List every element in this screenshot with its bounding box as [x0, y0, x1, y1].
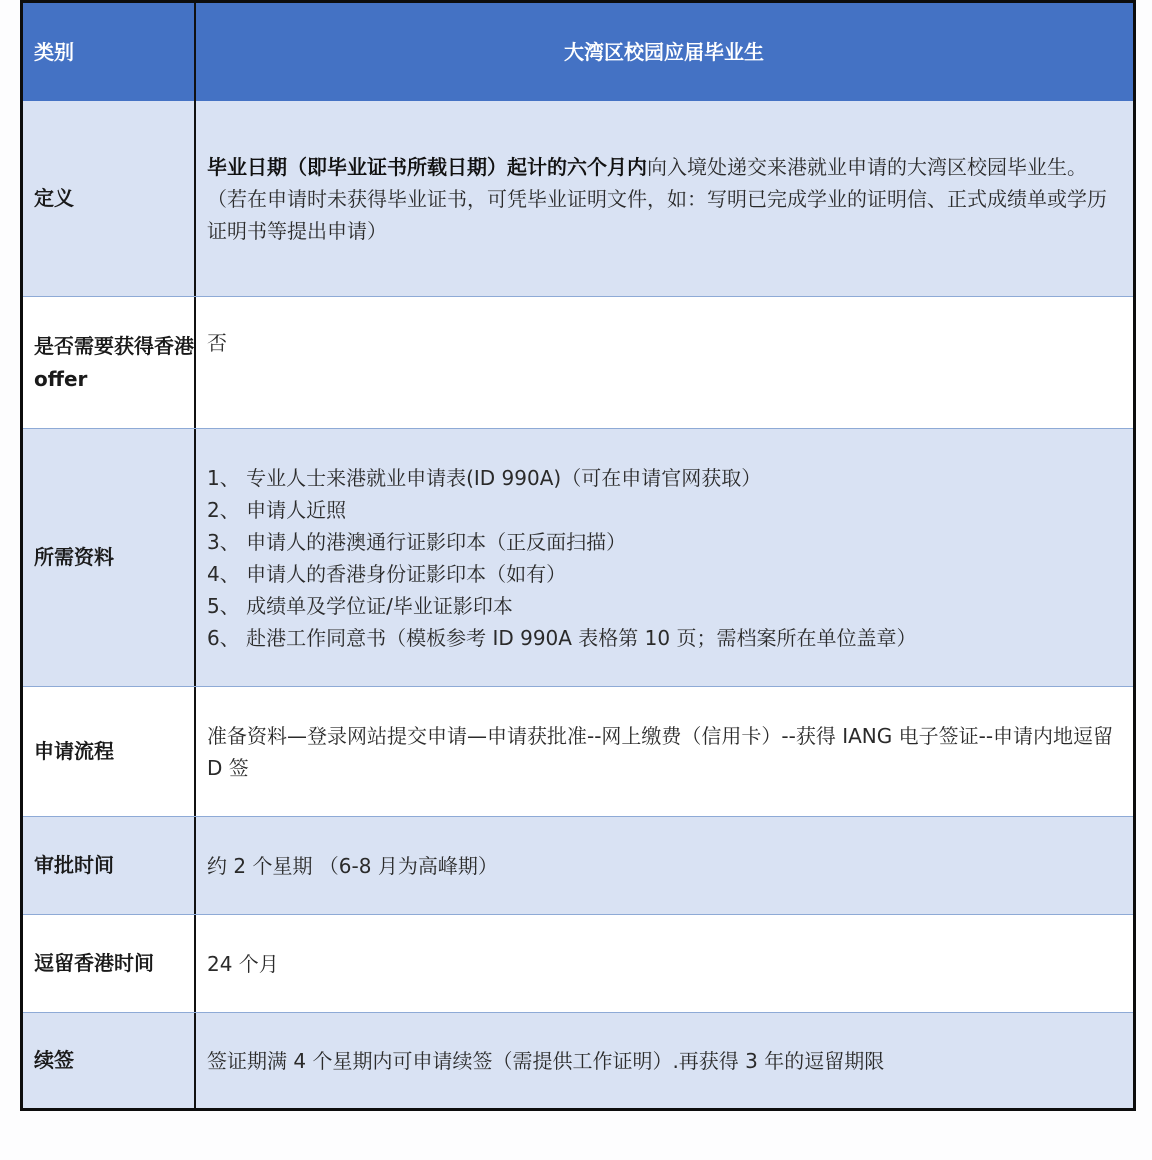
document-item-1: 1、 专业人士来港就业申请表(ID 990A)（可在申请官网获取） — [207, 465, 762, 490]
row-label-definition: 定义 — [23, 101, 196, 296]
row-label-renewal: 续签 — [23, 1013, 196, 1108]
document-item-3: 3、 申请人的港澳通行证影印本（正反面扫描） — [207, 529, 627, 554]
row-value-offer-required — [196, 297, 1133, 428]
table-row-stay-duration — [23, 914, 1133, 1012]
header-category-label: 类别 — [23, 3, 196, 101]
table-header-row — [23, 3, 1133, 101]
row-label-offer-required: 是否需要获得香港 offer — [23, 297, 196, 428]
table-row-definition — [23, 101, 1133, 296]
row-label-stay-duration: 逗留香港时间 — [23, 915, 196, 1012]
table-row-offer-required — [23, 296, 1133, 428]
document-item-6: 6、 赴港工作同意书（模板参考 ID 990A 表格第 10 页；需档案所在单位盖章） — [207, 625, 917, 650]
row-value-approval-time: 约 2 个星期 （6-8 月为高峰期） — [207, 853, 498, 878]
document-item-5: 5、 成绩单及学位证/毕业证影印本 — [207, 593, 513, 618]
definition-text: 向入境处递交来港就业申请的大湾区校园毕业生。 — [647, 154, 1087, 179]
document-item-4: 4、 申请人的香港身份证影印本（如有） — [207, 561, 567, 586]
row-label-approval-time: 审批时间 — [23, 817, 196, 914]
row-value-process: 准备资料—登录网站提交申请—申请获批准--网上缴费（信用卡）--获得 IANG 电子签证--申请内地逗留 D 签 — [207, 723, 1114, 780]
document-item-2: 2、 申请人近照 — [207, 497, 347, 522]
row-value-documents — [196, 429, 1133, 686]
definition-note: （若在申请时未获得毕业证书，可凭毕业证明文件，如：写明已完成学业的证明信、正式成绩单或学历证明书等提出申请） — [207, 186, 1107, 243]
row-label-process: 申请流程 — [23, 687, 196, 816]
definition-bold-text: 毕业日期（即毕业证书所载日期）起计的六个月内 — [207, 154, 647, 179]
row-value-definition — [196, 101, 1133, 296]
table-row-renewal — [23, 1012, 1133, 1108]
row-value-renewal: 签证期满 4 个星期内可申请续签（需提供工作证明）.再获得 3 年的逗留期限 — [207, 1048, 885, 1073]
header-category-value: 大湾区校园应届毕业生 — [564, 40, 764, 64]
visa-comparison-table — [20, 0, 1136, 1111]
row-label-documents: 所需资料 — [23, 429, 196, 686]
row-value-stay-duration: 24 个月 — [207, 951, 279, 976]
table-row-process — [23, 686, 1133, 816]
table-row-approval-time — [23, 816, 1133, 914]
table-row-documents — [23, 428, 1133, 686]
offer-required-value: 否 — [207, 331, 227, 355]
definition-main-text — [207, 151, 1121, 183]
